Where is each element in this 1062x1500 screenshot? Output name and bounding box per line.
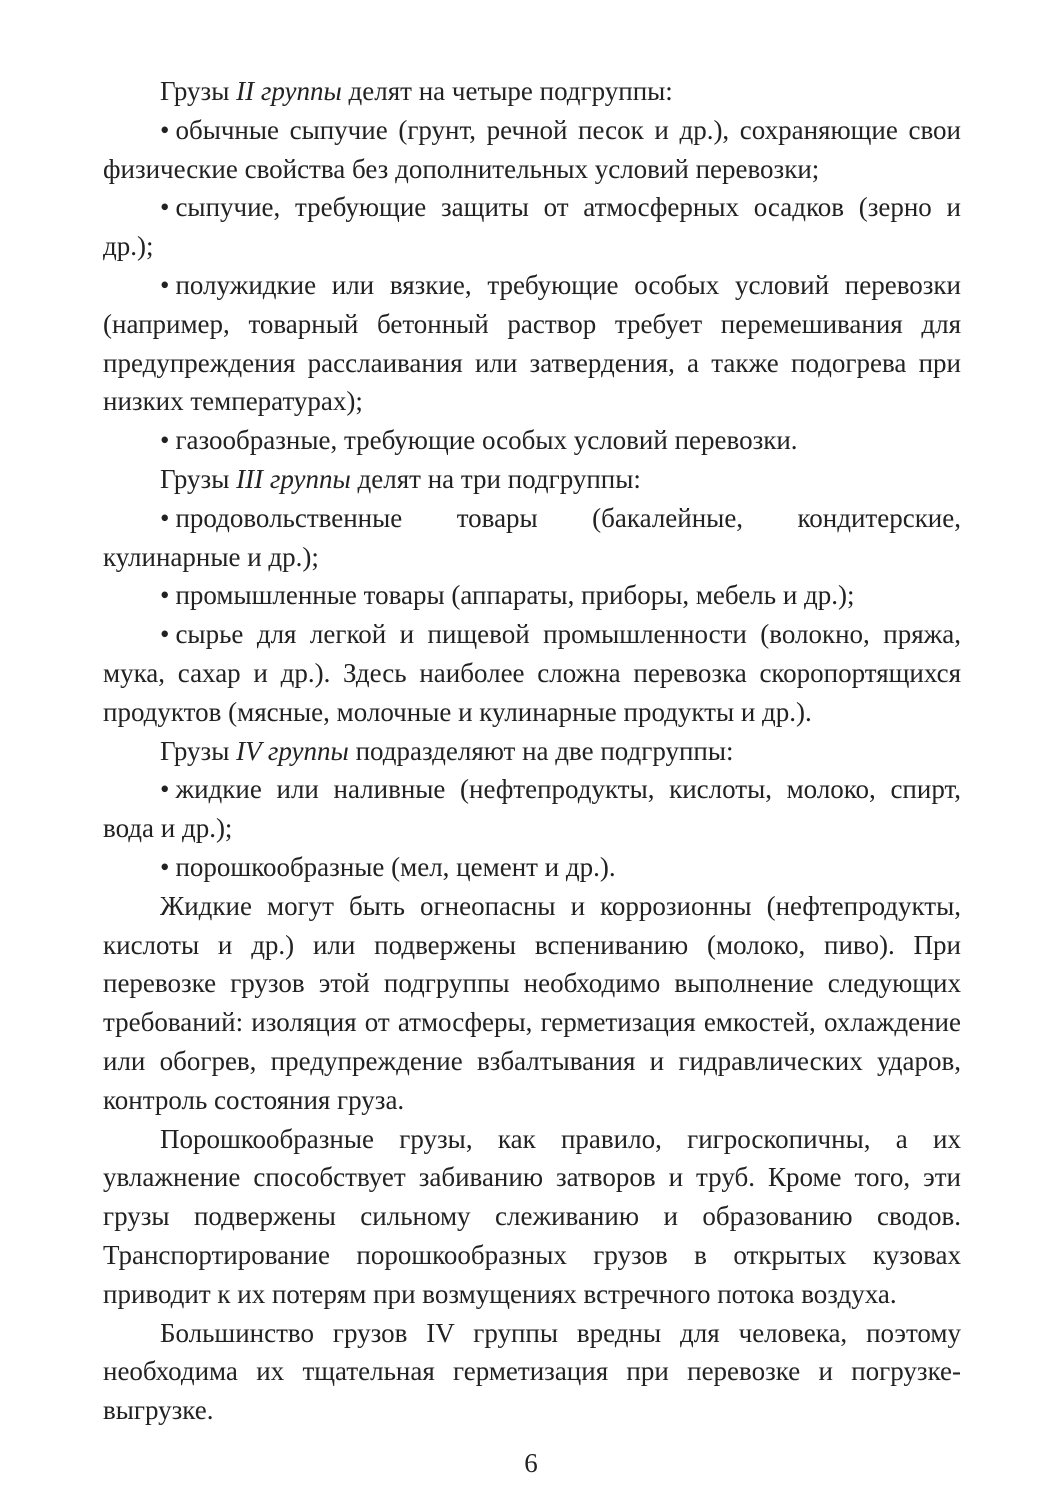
bullet-icon: • [160, 774, 170, 805]
list-item: • продовольственные товары (бакалейные, кондитерские, кулинарные и др.); [103, 502, 961, 572]
group-3-emphasis: III группы [236, 463, 351, 494]
paragraph: Порошкообразные грузы, как правило, гигроскопичны, а их увлажнение способствует забиванию затворов и труб. Кроме того, эти грузы подвержены сильному слеживанию и образованию сводов. Транспортирование порошкообразных грузов в открытых кузовах приводит к их потерям при возмущениях встречного потока воздуха. [103, 1123, 961, 1309]
bullet-icon: • [160, 851, 170, 882]
body-text [103, 72, 961, 1430]
paragraph-group-4-intro: Грузы IV группы подразделяют на две подгруппы: [160, 735, 734, 766]
list-item: • сырье для легкой и пищевой промышленности (волокно, пряжа, мука, сахар и др.). Здесь наиболее сложна перевозка скоропортящихся продуктов (мясные, молочные и кулинарные продукты и др.). [103, 619, 961, 727]
bullet-icon: • [160, 580, 170, 611]
paragraph-group-3-intro: Грузы III группы делят на три подгруппы: [160, 463, 641, 494]
bullet-icon: • [160, 425, 170, 456]
list-item: • обычные сыпучие (грунт, речной песок и др.), сохраняющие свои физические свойства без дополнительных условий перевозки; [103, 114, 961, 184]
list-item: • жидкие или наливные (нефтепродукты, кислоты, молоко, спирт, вода и др.); [103, 774, 961, 844]
page-number: 6 [524, 1448, 538, 1478]
paragraph: Большинство грузов IV группы вредны для человека, поэтому необходима их тщательная герметизация при перевозке и погрузке-выгрузке. [103, 1317, 961, 1426]
bullet-icon: • [160, 192, 170, 223]
bullet-icon: • [160, 502, 170, 533]
group-4-emphasis: IV группы [236, 735, 349, 766]
bullet-icon: • [160, 619, 170, 650]
list-item: • порошкообразные (мел, цемент и др.). [160, 851, 616, 882]
paragraph: Жидкие могут быть огнеопасны и коррозионны (нефтепродукты, кислоты и др.) или подвержены вспениванию (молоко, пиво). При перевозке грузов этой подгруппы необходимо выполнение следующих требований: изоляция от атмосферы, герметизация емкостей, охлаждение или обогрев, предупреждение взбалтывания и гидравлических ударов, контроль состояния груза. [103, 890, 961, 1115]
bullet-icon: • [160, 114, 170, 145]
list-item: • полужидкие или вязкие, требующие особых условий перевозки (например, товарный бетонный раствор требует перемешивания для предупреждения расслаивания или затвердения, а также подогрева при низких температурах); [103, 269, 961, 417]
paragraph-group-2-intro: Грузы II группы делят на четыре подгруппы: [160, 76, 673, 106]
list-item: • газообразные, требующие особых условий перевозки. [160, 425, 798, 456]
bullet-icon: • [160, 269, 170, 300]
list-item: • сыпучие, требующие защиты от атмосферных осадков (зерно и др.); [103, 192, 961, 262]
group-2-emphasis: II группы [236, 76, 342, 106]
list-item: • промышленные товары (аппараты, приборы, мебель и др.); [160, 580, 855, 611]
